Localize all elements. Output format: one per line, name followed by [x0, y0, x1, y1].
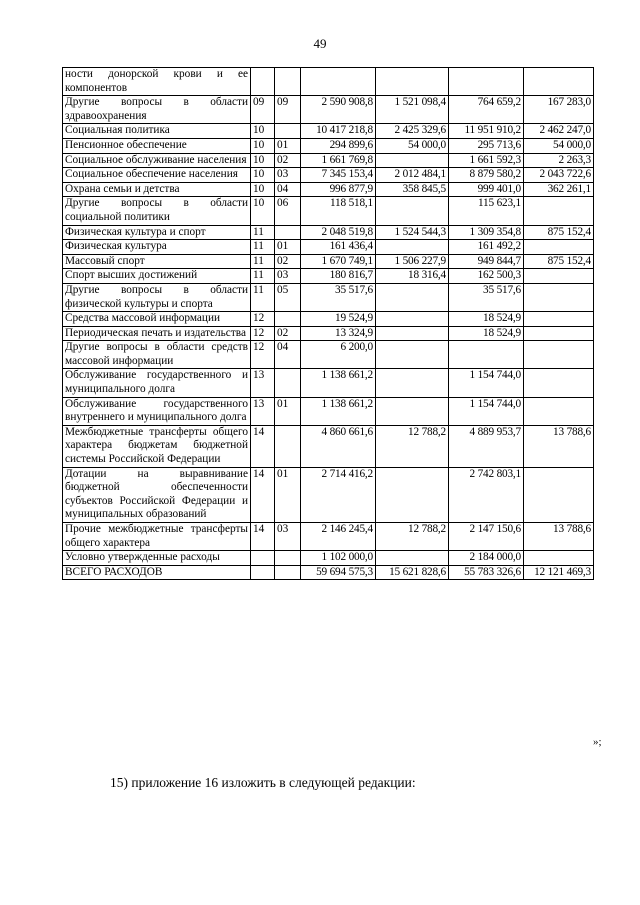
- amount-cell-1: 1 661 769,8: [301, 153, 376, 168]
- amount-cell-4: [524, 341, 594, 369]
- section-code-cell: 12: [251, 326, 275, 341]
- table-row: [63, 254, 594, 269]
- amendment-line: 15) приложение 16 изложить в следующей редакции:: [110, 775, 416, 790]
- table-row: [63, 269, 594, 284]
- amount-cell-2: 1 506 227,9: [376, 254, 449, 269]
- amount-cell-3: 1 154 744,0: [449, 397, 524, 425]
- amount-cell-3: 295 713,6: [449, 138, 524, 153]
- table-row: [63, 397, 594, 425]
- row-name-cell: Социальная политика: [63, 124, 251, 139]
- amount-cell-4: [524, 551, 594, 566]
- amount-cell-2: [376, 240, 449, 255]
- amount-cell-4: 12 121 469,3: [524, 565, 594, 580]
- amount-cell-1: 1 138 661,2: [301, 397, 376, 425]
- section-code-cell: 13: [251, 369, 275, 397]
- amount-cell-2: [376, 153, 449, 168]
- section-code-cell: 10: [251, 153, 275, 168]
- amount-cell-4: [524, 240, 594, 255]
- row-name-cell: Социальное обеспечение населения: [63, 168, 251, 183]
- amount-cell-4: [524, 269, 594, 284]
- row-name-cell: Другие вопросы в области физической культуры и спорта: [63, 283, 251, 311]
- amount-cell-1: 118 518,1: [301, 197, 376, 225]
- amount-cell-2: 2 425 329,6: [376, 124, 449, 139]
- subsection-code-cell: 01: [275, 240, 301, 255]
- row-name-cell: Другие вопросы в области социальной политики: [63, 197, 251, 225]
- subsection-code-cell: [275, 369, 301, 397]
- row-name-cell: Другие вопросы в области здравоохранения: [63, 96, 251, 124]
- amount-cell-3: 18 524,9: [449, 312, 524, 327]
- amount-cell-1: 1 670 749,1: [301, 254, 376, 269]
- subsection-code-cell: [275, 225, 301, 240]
- budget-table: [62, 67, 594, 580]
- amount-cell-1: 2 146 245,4: [301, 523, 376, 551]
- row-name-cell: Дотации на выравнивание бюджетной обеспеченности субъектов Российской Федерации и муниципальных образований: [63, 467, 251, 522]
- amount-cell-4: [524, 326, 594, 341]
- amount-cell-2: 1 524 544,3: [376, 225, 449, 240]
- row-name-cell: Обслуживание государственного внутреннего и муниципального долга: [63, 397, 251, 425]
- row-name-cell: Периодическая печать и издательства: [63, 326, 251, 341]
- row-name-cell: Другие вопросы в области средств массовой информации: [63, 341, 251, 369]
- amount-cell-3: 161 492,2: [449, 240, 524, 255]
- row-name-cell: Прочие межбюджетные трансферты общего характера: [63, 523, 251, 551]
- amount-cell-2: 12 788,2: [376, 425, 449, 467]
- amount-cell-1: 1 138 661,2: [301, 369, 376, 397]
- section-code-cell: 10: [251, 168, 275, 183]
- amount-cell-2: 2 012 484,1: [376, 168, 449, 183]
- table-row: [63, 124, 594, 139]
- amount-cell-4: 2 043 722,6: [524, 168, 594, 183]
- amount-cell-2: [376, 369, 449, 397]
- subsection-code-cell: 03: [275, 269, 301, 284]
- amount-cell-2: 15 621 828,6: [376, 565, 449, 580]
- row-name-cell: Физическая культура и спорт: [63, 225, 251, 240]
- amount-cell-1: 19 524,9: [301, 312, 376, 327]
- amount-cell-4: [524, 283, 594, 311]
- table-row: [63, 283, 594, 311]
- row-name-cell: ВСЕГО РАСХОДОВ: [63, 565, 251, 580]
- section-code-cell: 14: [251, 425, 275, 467]
- subsection-code-cell: 01: [275, 397, 301, 425]
- amount-cell-1: [301, 68, 376, 96]
- row-name-cell: Межбюджетные трансферты общего характера бюджетам бюджетной системы Российской Федерации: [63, 425, 251, 467]
- row-name-cell: Социальное обслуживание населения: [63, 153, 251, 168]
- table-row: [63, 326, 594, 341]
- amount-cell-1: 294 899,6: [301, 138, 376, 153]
- table-row: [63, 341, 594, 369]
- amount-cell-3: 8 879 580,2: [449, 168, 524, 183]
- closing-quote: »;: [593, 736, 602, 748]
- amount-cell-4: 2 263,3: [524, 153, 594, 168]
- amount-cell-1: 13 324,9: [301, 326, 376, 341]
- section-code-cell: 10: [251, 197, 275, 225]
- amount-cell-1: 161 436,4: [301, 240, 376, 255]
- section-code-cell: 10: [251, 182, 275, 197]
- amount-cell-4: 167 283,0: [524, 96, 594, 124]
- section-code-cell: 14: [251, 467, 275, 522]
- section-code-cell: 11: [251, 240, 275, 255]
- table-row: [63, 369, 594, 397]
- page-number: 49: [313, 36, 327, 51]
- row-name-cell: ности донорской крови и ее компонентов: [63, 68, 251, 96]
- subsection-code-cell: 04: [275, 182, 301, 197]
- amount-cell-2: 1 521 098,4: [376, 96, 449, 124]
- section-code-cell: 10: [251, 124, 275, 139]
- amount-cell-4: 13 788,6: [524, 425, 594, 467]
- section-code-cell: 11: [251, 269, 275, 284]
- amount-cell-3: 2 147 150,6: [449, 523, 524, 551]
- amount-cell-2: 358 845,5: [376, 182, 449, 197]
- amount-cell-1: 10 417 218,8: [301, 124, 376, 139]
- table-row: [63, 197, 594, 225]
- amount-cell-3: 162 500,3: [449, 269, 524, 284]
- amount-cell-1: 35 517,6: [301, 283, 376, 311]
- subsection-code-cell: 01: [275, 467, 301, 522]
- amount-cell-4: 875 152,4: [524, 225, 594, 240]
- table-row: [63, 138, 594, 153]
- row-name-cell: Массовый спорт: [63, 254, 251, 269]
- amount-cell-4: [524, 467, 594, 522]
- row-name-cell: Охрана семьи и детства: [63, 182, 251, 197]
- amount-cell-1: 180 816,7: [301, 269, 376, 284]
- table-row: [63, 523, 594, 551]
- amount-cell-3: 18 524,9: [449, 326, 524, 341]
- amount-cell-2: 54 000,0: [376, 138, 449, 153]
- section-code-cell: 11: [251, 225, 275, 240]
- amount-cell-1: 2 590 908,8: [301, 96, 376, 124]
- table-row: [63, 182, 594, 197]
- subsection-code-cell: 02: [275, 326, 301, 341]
- amount-cell-1: 2 048 519,8: [301, 225, 376, 240]
- subsection-code-cell: 02: [275, 254, 301, 269]
- amount-cell-1: 4 860 661,6: [301, 425, 376, 467]
- amount-cell-3: 999 401,0: [449, 182, 524, 197]
- subsection-code-cell: 06: [275, 197, 301, 225]
- amount-cell-2: [376, 551, 449, 566]
- amount-cell-3: 2 742 803,1: [449, 467, 524, 522]
- amount-cell-3: 35 517,6: [449, 283, 524, 311]
- section-code-cell: 11: [251, 283, 275, 311]
- table-row: [63, 240, 594, 255]
- table-row: [63, 96, 594, 124]
- amount-cell-2: [376, 68, 449, 96]
- amount-cell-4: 362 261,1: [524, 182, 594, 197]
- amount-cell-1: 59 694 575,3: [301, 565, 376, 580]
- amount-cell-2: 18 316,4: [376, 269, 449, 284]
- amount-cell-4: 13 788,6: [524, 523, 594, 551]
- amount-cell-3: 1 154 744,0: [449, 369, 524, 397]
- amount-cell-3: 949 844,7: [449, 254, 524, 269]
- subsection-code-cell: 03: [275, 523, 301, 551]
- amount-cell-3: [449, 341, 524, 369]
- row-name-cell: Обслуживание государственного и муниципального долга: [63, 369, 251, 397]
- amount-cell-4: [524, 197, 594, 225]
- row-name-cell: Физическая культура: [63, 240, 251, 255]
- amount-cell-3: 1 661 592,3: [449, 153, 524, 168]
- amount-cell-1: 2 714 416,2: [301, 467, 376, 522]
- subsection-code-cell: 05: [275, 283, 301, 311]
- amount-cell-2: [376, 283, 449, 311]
- row-name-cell: Пенсионное обеспечение: [63, 138, 251, 153]
- amount-cell-2: [376, 326, 449, 341]
- subsection-code-cell: [275, 68, 301, 96]
- subsection-code-cell: 02: [275, 153, 301, 168]
- section-code-cell: 10: [251, 138, 275, 153]
- row-name-cell: Средства массовой информации: [63, 312, 251, 327]
- subsection-code-cell: 09: [275, 96, 301, 124]
- subsection-code-cell: [275, 425, 301, 467]
- table-row: [63, 467, 594, 522]
- amount-cell-4: [524, 68, 594, 96]
- section-code-cell: [251, 565, 275, 580]
- amount-cell-3: 2 184 000,0: [449, 551, 524, 566]
- row-name-cell: Спорт высших достижений: [63, 269, 251, 284]
- table-row: [63, 153, 594, 168]
- amount-cell-4: 2 462 247,0: [524, 124, 594, 139]
- amount-cell-3: 55 783 326,6: [449, 565, 524, 580]
- table-row: [63, 312, 594, 327]
- amount-cell-3: [449, 68, 524, 96]
- subsection-code-cell: [275, 565, 301, 580]
- amount-cell-3: 11 951 910,2: [449, 124, 524, 139]
- section-code-cell: 09: [251, 96, 275, 124]
- amount-cell-4: 54 000,0: [524, 138, 594, 153]
- amount-cell-2: [376, 467, 449, 522]
- amount-cell-4: [524, 397, 594, 425]
- subsection-code-cell: 01: [275, 138, 301, 153]
- section-code-cell: 14: [251, 523, 275, 551]
- table-row: [63, 225, 594, 240]
- amount-cell-1: 6 200,0: [301, 341, 376, 369]
- table-row: [63, 565, 594, 580]
- amount-cell-1: 7 345 153,4: [301, 168, 376, 183]
- amount-cell-2: 12 788,2: [376, 523, 449, 551]
- amount-cell-3: 764 659,2: [449, 96, 524, 124]
- amount-cell-1: 996 877,9: [301, 182, 376, 197]
- amount-cell-3: 4 889 953,7: [449, 425, 524, 467]
- subsection-code-cell: [275, 124, 301, 139]
- section-code-cell: [251, 551, 275, 566]
- subsection-code-cell: [275, 312, 301, 327]
- amount-cell-1: 1 102 000,0: [301, 551, 376, 566]
- subsection-code-cell: [275, 551, 301, 566]
- table-row: [63, 551, 594, 566]
- amount-cell-3: 1 309 354,8: [449, 225, 524, 240]
- amount-cell-2: [376, 197, 449, 225]
- amount-cell-4: [524, 369, 594, 397]
- amount-cell-4: 875 152,4: [524, 254, 594, 269]
- subsection-code-cell: 04: [275, 341, 301, 369]
- amount-cell-2: [376, 312, 449, 327]
- row-name-cell: Условно утвержденные расходы: [63, 551, 251, 566]
- table-row: [63, 425, 594, 467]
- table-row: [63, 68, 594, 96]
- amount-cell-3: 115 623,1: [449, 197, 524, 225]
- subsection-code-cell: 03: [275, 168, 301, 183]
- amount-cell-4: [524, 312, 594, 327]
- section-code-cell: [251, 68, 275, 96]
- amount-cell-2: [376, 397, 449, 425]
- section-code-cell: 12: [251, 341, 275, 369]
- section-code-cell: 13: [251, 397, 275, 425]
- table-row: [63, 168, 594, 183]
- section-code-cell: 12: [251, 312, 275, 327]
- amount-cell-2: [376, 341, 449, 369]
- section-code-cell: 11: [251, 254, 275, 269]
